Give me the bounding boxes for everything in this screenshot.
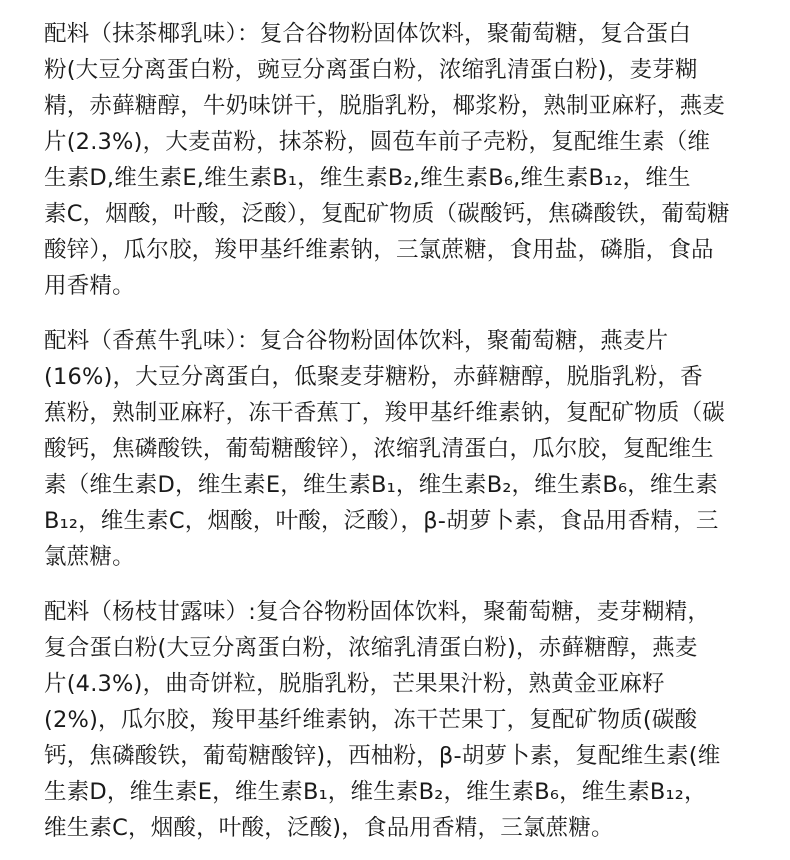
ingredient-text-line: 配料（抹茶椰乳味）：复合谷物粉固体饮料，聚葡萄糖，复合蛋白 [44, 21, 692, 47]
ingredients-banana-milk [44, 323, 725, 575]
ingredients-matcha-coconut [44, 16, 730, 304]
ingredient-text-line: 配料（杨枝甘露味）:复合谷物粉固体饮料，聚葡萄糖，麦芽糊精， [44, 599, 711, 625]
ingredient-text-line: 片(4.3%)，曲奇饼粒，脱脂乳粉，芒果果汁粉，熟黄金亚麻籽 [44, 671, 665, 697]
ingredient-text-line: (16%)，大豆分离蛋白，低聚麦芽糖粉，赤藓糖醇，脱脂乳粉，香 [44, 364, 703, 390]
ingredient-text-line: 生素D，维生素E，维生素B₁，维生素B₂，维生素B₆，维生素B₁₂， [44, 779, 707, 805]
ingredient-text-line: 氯蔗糖。 [44, 544, 135, 570]
ingredient-text-line: 素C，烟酸，叶酸，泛酸），复配矿物质（碳酸钙，焦磷酸铁，葡萄糖 [44, 201, 730, 227]
ingredient-text-line: 钙，焦磷酸铁，葡萄糖酸锌)，西柚粉，β-胡萝卜素，复配维生素(维 [44, 743, 721, 769]
ingredient-text-line: 蕉粉，熟制亚麻籽，冻干香蕉丁，羧甲基纤维素钠，复配矿物质（碳 [44, 400, 726, 426]
ingredient-text-line: 素（维生素D，维生素E，维生素B₁，维生素B₂，维生素B₆，维生素 [44, 472, 719, 498]
ingredient-text-line: 配料（香蕉牛乳味）：复合谷物粉固体饮料，聚葡萄糖，燕麦片 [44, 328, 669, 354]
ingredient-text-line: 生素D,维生素E,维生素B₁，维生素B₂,维生素B₆,维生素B₁₂，维生 [44, 165, 691, 191]
ingredient-text-line: 复合蛋白粉(大豆分离蛋白粉，浓缩乳清蛋白粉)，赤藓糖醇，燕麦 [44, 635, 698, 661]
ingredient-text-line: 用香精。 [44, 273, 135, 299]
ingredient-text-line: 精，赤藓糖醇，牛奶味饼干，脱脂乳粉，椰浆粉，熟制亚麻籽，燕麦 [44, 93, 726, 119]
ingredient-text-line: 片(2.3%)，大麦苗粉，抹茶粉，圆苞车前子壳粉，复配维生素（维 [44, 129, 711, 155]
ingredient-text-line: 酸钙，焦磷酸铁，葡萄糖酸锌），浓缩乳清蛋白，瓜尔胶，复配维生 [44, 436, 714, 462]
ingredient-text-line: 粉(大豆分离蛋白粉，豌豆分离蛋白粉，浓缩乳清蛋白粉)，麦芽糊 [44, 57, 698, 83]
ingredient-text-line: (2%)，瓜尔胶，羧甲基纤维素钠，冻干芒果丁，复配矿物质(碳酸 [44, 707, 698, 733]
ingredient-text-line: 维生素C，烟酸，叶酸，泛酸)，食品用香精，三氯蔗糖。 [44, 815, 614, 841]
ingredient-text-line: B₁₂，维生素C，烟酸，叶酸，泛酸），β-胡萝卜素，食品用香精，三 [44, 508, 719, 534]
ingredient-text-line: 酸锌），瓜尔胶，羧甲基纤维素钠，三氯蔗糖，食用盐，磷脂，食品 [44, 237, 714, 263]
ingredients-mango-pomelo-sago [44, 594, 720, 846]
